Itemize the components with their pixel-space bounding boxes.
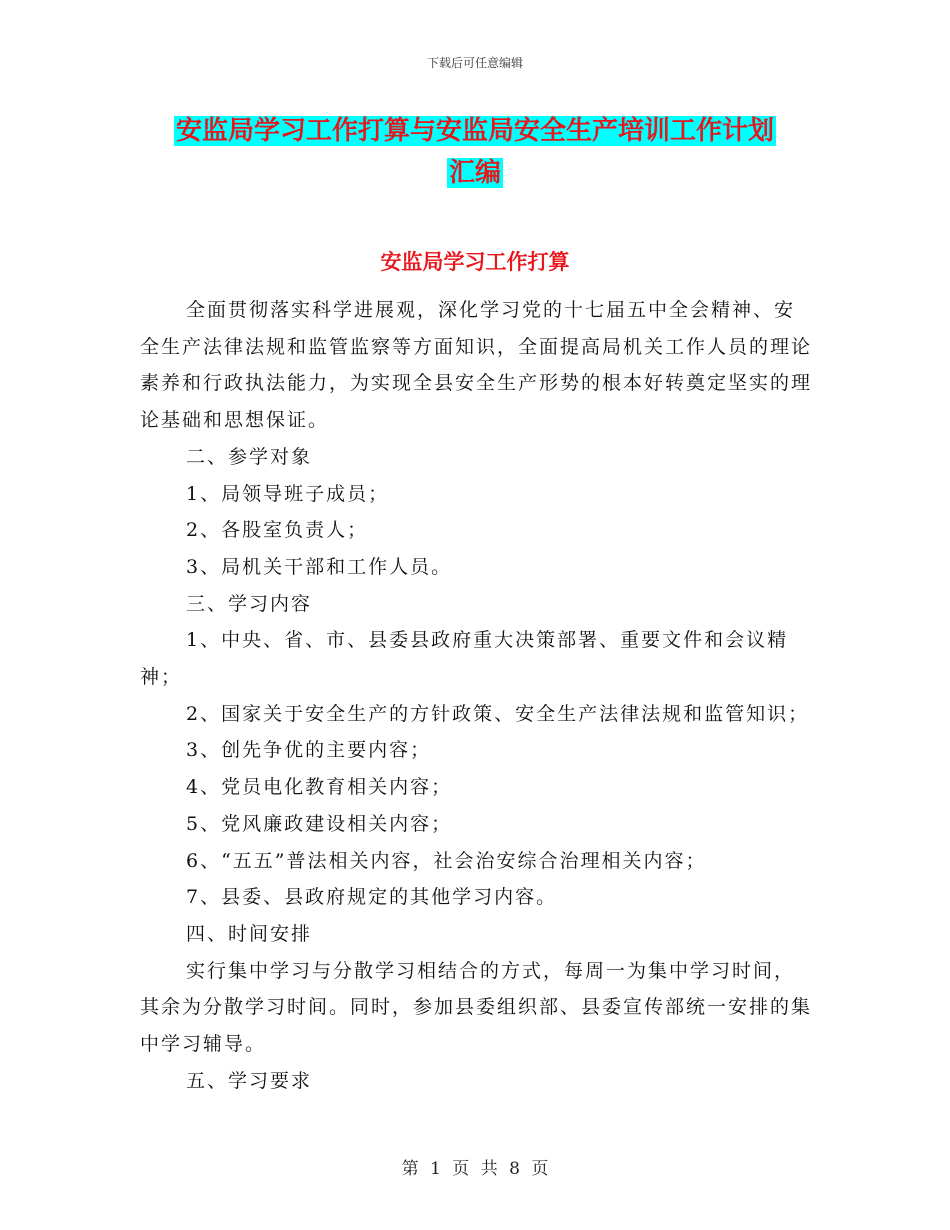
section-heading: 三、学习内容	[186, 592, 313, 615]
section-heading: 四、时间安排	[186, 922, 313, 945]
page-number: 第 1 页 共 8 页	[401, 1159, 549, 1179]
list-item: 1、中央、省、市、县委县政府重大决策部署、重要文件和会议精神；	[140, 629, 789, 689]
list-item: 2、各股室负责人；	[186, 519, 369, 542]
section-heading: 五、学习要求	[186, 1069, 313, 1092]
intro-paragraph: 全面贯彻落实科学进展观，深化学习党的十七届五中全会精神、安全生产法律法规和监管监察等方面知识，全面提高局机关工作人员的理论素养和行政执法能力，为实现全县安全生产形势的根本好转奠定坚实的理论基础和思想保证。	[140, 299, 813, 432]
list-item: 3、创先争优的主要内容；	[186, 739, 432, 762]
document-title-line2: 汇编	[448, 158, 501, 188]
list-item: 3、局机关干部和工作人员。	[186, 555, 453, 578]
document-title	[0, 110, 950, 194]
list-item: 1、局领导班子成员；	[186, 482, 390, 505]
list-item: 5、党风廉政建设相关内容；	[186, 812, 453, 835]
section-heading: 二、参学对象	[186, 445, 313, 468]
list-item: 7、县委、县政府规定的其他学习内容。	[186, 886, 558, 909]
document-title-line1: 安监局学习工作打算与安监局安全生产培训工作计划	[175, 116, 774, 146]
document-body	[140, 292, 812, 1099]
header-note: 下载后可任意编辑	[426, 56, 523, 70]
section-title: 安监局学习工作打算	[380, 250, 570, 274]
list-item: 4、党员电化教育相关内容；	[186, 776, 453, 799]
list-item: 6、“五五”普法相关内容，社会治安综合治理相关内容；	[186, 849, 707, 872]
list-item: 2、国家关于安全生产的方针政策、安全生产法律法规和监管知识；	[186, 702, 810, 725]
schedule-paragraph: 实行集中学习与分散学习相结合的方式，每周一为集中学习时间，其余为分散学习时间。同时，参加县委组织部、县委宣传部统一安排的集中学习辅导。	[140, 959, 813, 1056]
